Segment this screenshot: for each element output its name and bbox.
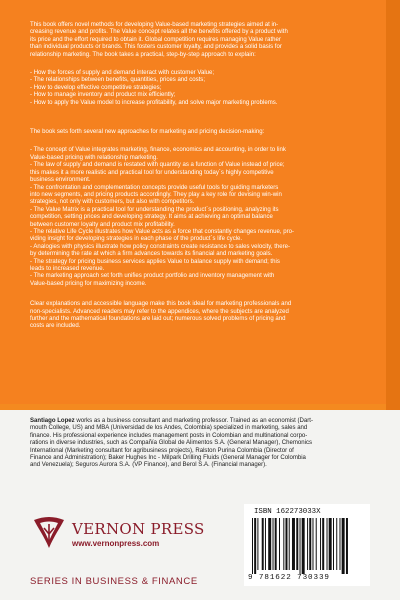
blurb-closing-paragraph: Clear explanations and accessible language make this book ideal for marketing professionals and non-specialists. Advanced readers may refer to the appendices, where the subjects are analyzed further and the mathematical foundations are laid out; numerous solved problems of pricing and costs are included. — [30, 301, 292, 330]
blurb-approaches-heading: The book sets forth several new approaches for marketing and pricing decision-making: — [30, 129, 265, 136]
author-bio-text: works as a business consultant and marketing professor. Trained as an economist (Dart- mouth College, US) and MBA (Universidad de los Andes, Colombia) specialized in marketing, sales and finance. His professional experience includes management posts in Colombian and multinational corpo- rations in diverse industries, such as Compañía Global de Alimentos S.A. (General Manager), Chemonics International (Marketing consultant for agribusiness projects), Ralston Purina Colombia (Director of Finance and Administration); Baker Hughes Inc - Milpark Drilling Fluids (General Manager for Colombia and Venezuela); Seguros Aurora S.A. (VP Finance), and Berol S.A. (Financial manager). — [30, 418, 313, 469]
blurb-intro-paragraph: This book offers novel methods for developing Value-based marketing strategies aimed at in- creasing revenue and profits. The Value concept relates all the benefits offered by a product with its price and the effort required to obtain it. Global competition requires managing Value rather than individual products or brands. This fosters customer loyalty, and provides a solid basis for relationship marketing. The book takes a practical, step-by-step approach to explain: — [30, 22, 288, 58]
isbn-label: ISBN 162273033X — [254, 508, 321, 516]
blurb-topics-list: - How the forces of supply and demand interact with customer Value; - The relationships between benefits, quantities, prices and costs; - How to develop effective competitive strategies; - How to manage inventory and product mix efficiently; - How to apply the Value model to increase profitability, and solve major marketing problems. — [30, 70, 278, 106]
series-title: SERIES IN BUSINESS & FINANCE — [30, 576, 198, 587]
blurb-approaches-list: - The concept of Value integrates marketing, finance, economics and accounting, in order to link Value-based pricing with relationship marketing. - The law of supply and demand is restated with quantity as a function of Value instead of price; this makes it a more realistic and practical tool for understanding today´s highly competitive business environment. - The confrontation and complementation concepts provide useful tools for guiding marketers into new segments, and pricing products accordingly. They play a key role for devising win-win strategies, not only with customers, but also with competitors. - The Value Matrix is a practical tool for understanding the product´s positioning, analyzing its competition, setting prices and developing strategy. It aims at achieving an optimal balance between customer loyalty and product mix profitability. - The relative Life Cycle illustrates how Value acts as a force that constantly changes revenue, pro- viding insight for developing strategies in each phase of the product´s life cycle. - Analogies with physics illustrate how policy constraints create resistance to sales velocity, there- by determining the rate at which a firm advances towards its financial and marketing goals. - The strategy for pricing business services applies Value to balance supply with demand; this leads to increased revenue. - The marketing approach set forth unifies product portfolio and inventory management with Value-based pricing for maximizing income. — [30, 147, 294, 287]
publisher-logo — [30, 514, 205, 558]
blurb-panel-shade — [386, 0, 400, 410]
publisher-url[interactable]: www.vernonpress.com — [72, 539, 160, 548]
vernon-press-logo-icon — [30, 514, 68, 554]
publisher-name: VERNON PRESS — [72, 520, 205, 538]
author-bio — [30, 418, 366, 470]
author-name: Santiago Lopez — [30, 418, 75, 424]
isbn-digits: 9 781622 730339 — [248, 574, 330, 582]
isbn-barcode-box — [244, 504, 370, 586]
barcode — [252, 518, 362, 574]
